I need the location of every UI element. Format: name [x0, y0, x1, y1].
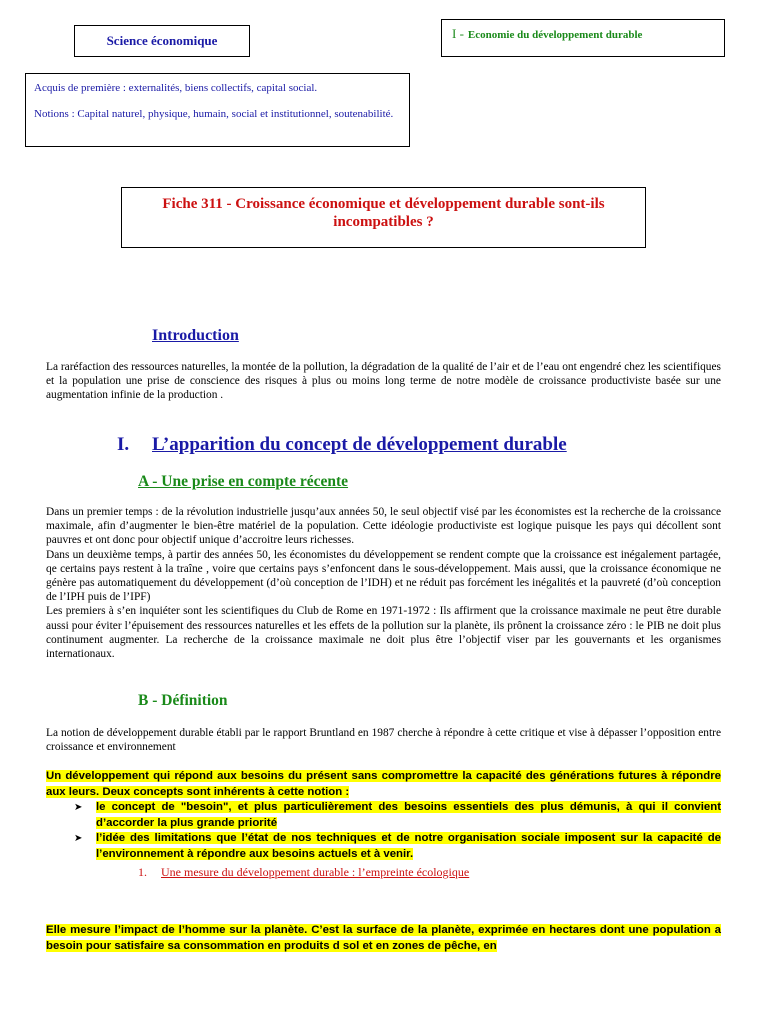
section-a-heading: A - Une prise en compte récente [138, 473, 349, 490]
subsection-1-title: Une mesure du développement durable : l’empreinte écologique [161, 865, 470, 879]
arrow-right-icon: ➤ [74, 802, 83, 813]
intro-paragraph: La raréfaction des ressources naturelles, la montée de la pollution, la dégradation de la qualité de l’air et de l’eau ont engendré chez les scientifiques et la population une prise de conscience des risques à plus ou moins long terme de notre modèle de croissance productiviste basée sur une augmentation infinie de la production . [46, 361, 721, 402]
fiche-title: Fiche 311 - Croissance économique et développement durable sont-ils incompatibles ? [162, 196, 605, 230]
subsection-1-heading [138, 865, 469, 880]
chapter-number: I - [452, 26, 464, 41]
subject-label: Science économique [106, 33, 218, 48]
list-item [46, 831, 721, 862]
prerequisites-box [25, 73, 410, 147]
section-a-p1: Dans un premier temps : de la révolution industrielle jusqu’aux années 50, le seul objectif visé par les économistes est la recherche de la croissance maximale, afin d’augmenter le bien-être matériel de la population. Cette idéologie productiviste est logique puisque les pays qui décollent sont pauvres et ont donc pour objectif unique d’accroitre leurs richesses. [46, 506, 721, 547]
arrow-right-icon: ➤ [74, 833, 83, 844]
section-a-p2: Dans un deuxième temps, à partir des années 50, les économistes du développement se rendent compte que la croissance est inégalement partagée, qe certains pays restent à la traîne , voire que certains pays s’enfoncent dans le sous-développement. Mais aussi, que la croissance économique ne génère pas automatiquement du développement (d’où conception de l’IDH) et ne réduit pas forcément les inégalités et la pauvreté (d’où conception de l’IPH puis de l’IPF) [46, 548, 721, 604]
footprint-block [46, 923, 721, 954]
chapter-box [441, 19, 725, 57]
part1-title: L’apparition du concept de développement durable [152, 434, 567, 455]
subject-box [74, 25, 250, 57]
list-item [46, 800, 721, 831]
fiche-title-box [121, 187, 646, 248]
chapter-title: Economie du développement durable [467, 29, 643, 41]
prerequisites-text: Acquis de première : externalités, biens collectifs, capital social. [34, 82, 318, 94]
intro-heading: Introduction [152, 327, 239, 344]
definition-block [46, 769, 721, 862]
section-b-paragraph: La notion de développement durable établi par le rapport Bruntland en 1987 cherche à répondre à cette critique et vise à dépasser l’opposition entre croissance et environnement [46, 727, 721, 754]
concept-list [46, 800, 721, 862]
section-a-body [46, 505, 721, 661]
concept-besoin: le concept de "besoin", et plus particulièrement des besoins essentiels des plus démunis, à qui il convient d’accorder la plus grande priorité [96, 801, 721, 829]
section-a-p3: Les premiers à s’en inquiéter sont les scientifiques du Club de Rome en 1971-1972 : Ils affirment que la croissance maximale ne peut être durable aussi pour éviter l’épuisement des ressources naturelles et les effets de la pollution sur la planète, ils prônent la croissance zéro : le PIB ne doit plus continument augmenter. La recherche de la croissance maximale ne doit plus être l’objectif viser par les gouvernants et les organismes internationaux. [46, 605, 721, 661]
subsection-1-number: 1. [138, 865, 147, 879]
notions-text: Notions : Capital naturel, physique, humain, social et institutionnel, soutenabilité. [34, 108, 394, 120]
concept-limitations: l’idée des limitations que l’état de nos techniques et de notre organisation sociale imposent sur la capacité de l’environnement à répondre aux besoins actuels et à venir. [96, 832, 721, 860]
definition-text: Un développement qui répond aux besoins du présent sans compromettre la capacité des générations futures à répondre aux leurs. Deux concepts sont inhérents à cette notion : [46, 770, 721, 798]
part1-heading [117, 434, 567, 456]
footprint-text: Elle mesure l’impact de l’homme sur la planète. C’est la surface de la planète, exprimée en hectares dont une population a besoin pour satisfaire sa consommation en produits d sol et en zones de pêche, en [46, 924, 721, 952]
section-b-heading: B - Définition [138, 692, 228, 709]
part1-roman: I. [117, 434, 130, 455]
